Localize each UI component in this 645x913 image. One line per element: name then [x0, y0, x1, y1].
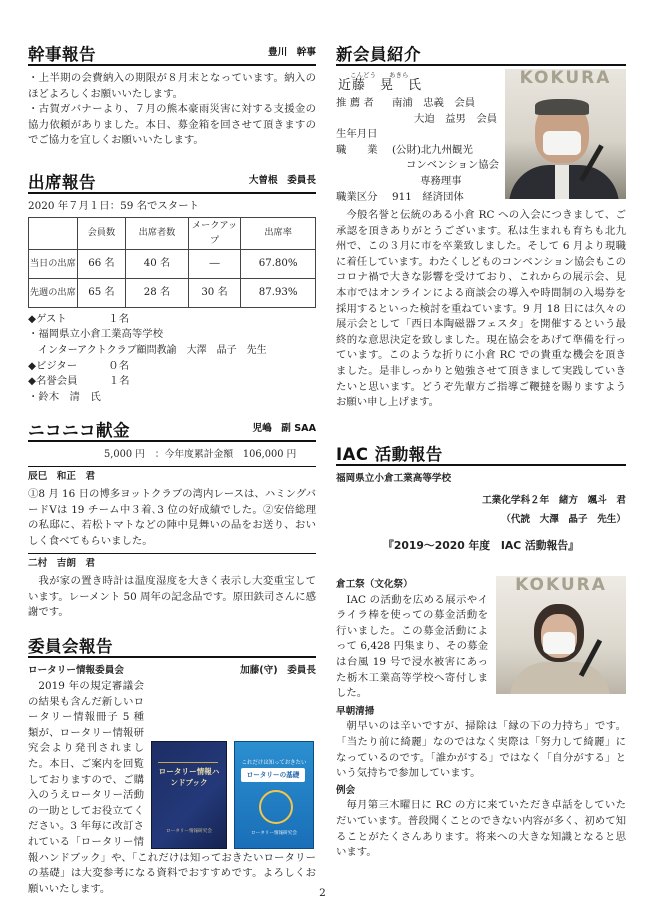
table-row [29, 278, 316, 307]
committee-body [28, 679, 316, 895]
field-label: 職 業 [336, 143, 378, 156]
field-row [336, 174, 506, 190]
book-publisher: ロータリー情報研究会 [251, 831, 297, 837]
section-header [336, 38, 626, 66]
field-label [336, 158, 406, 174]
field-value: 911 経済団体 [392, 190, 464, 203]
cell-members: 65 名 [77, 278, 126, 307]
attendance-table [28, 217, 316, 308]
field-label: 推 薦 者 [336, 97, 374, 109]
book-title: ロータリー情報ハンドブック [158, 767, 220, 787]
committee-text: 2019 年の規定審議会の結果も含んだ新しいロータリー情報冊子 5 種類が、ロータリー情報研究会より発刊されました。本日、ご案内を回覧しておりますので、ご購入のうえロータリー活動の一助としてお役立てください。3 年毎に改訂されている「ロータリー情報ハンドブック」や、「これだけは知っておきたいロータリーの基礎」は大変参考になる資料でおすすめです。よろしくお願いいたします。 [28, 680, 316, 895]
section-title: 出席報告 [28, 173, 96, 193]
book-publisher: ロータリー情報研究会 [166, 829, 212, 835]
iac-proxy: （代読 大澤 晶子 先生） [501, 514, 626, 526]
attendance-line: インターアクトクラブ顧問教諭 大澤 晶子 先生 [28, 344, 267, 356]
attendance-line: ・鈴木 清 氏 [28, 390, 101, 403]
committee-name: ロータリー情報委員会 [28, 665, 124, 676]
cell-present: 28 名 [126, 278, 189, 307]
member-ruby: こんどう あきら [350, 71, 409, 79]
field-label: 職業区分 [336, 190, 378, 203]
field-label [336, 112, 414, 128]
kanji-report-section [28, 38, 316, 149]
divider [28, 553, 316, 554]
activity-head: 例会 [336, 784, 356, 796]
member-name: 近藤 晃 氏 [338, 78, 423, 93]
row-label: 先週の出席 [29, 278, 78, 307]
field-value: 南浦 忠義 会員 [392, 97, 476, 109]
page-number: 2 [319, 887, 326, 899]
table-header-row [29, 217, 316, 249]
section-title: 委員会報告 [28, 637, 113, 657]
field-row [336, 96, 506, 112]
table-corner [29, 217, 78, 249]
cell-members: 66 名 [77, 249, 126, 278]
field-row [336, 143, 506, 159]
committee-section [28, 630, 316, 895]
entry-name: 二村 吉朗 君 [28, 557, 96, 569]
member-fields [336, 96, 506, 205]
member-greeting: 今般名誉と伝統のある小倉 RC への入会につきまして、ご承認を頂きありがとうございます。私は生まれも育ちも北九州で、この３月に市を卒業致しました。そして 6 月より現職に着任しています。わたくしどものコンベンション協会もこのコロナ禍で大きな影響を受けており、これからの展示会、見本市ではオンラインによる商談会の導入や時間制の入場券を採用するといった検討を重ねています。9 月 18 日には久々の展示会として「西日本陶磁器フェスタ」を開催するという最終的な意思決定を致しました。現在協会をあげて準備を行っています。このような折りに小倉 RC での貴重な機会を頂きました。是非しっかりと勉強させて頂きまして実践していきたいと思います。どうぞ先輩方ご指導ご鞭撻を賜りますようお願い申し上げます。 [336, 209, 626, 409]
field-value: コンベンション協会 [406, 159, 500, 172]
field-value: (公財)北九州観光 [392, 143, 473, 156]
attendance-line: ◆ゲスト １名 [28, 312, 130, 325]
date-line: 2020 年７月１日：59 名でスタート [28, 200, 199, 212]
row-label: 当日の出席 [29, 249, 78, 278]
committee-subheader [28, 663, 316, 679]
iac-section [336, 438, 626, 859]
photo-banner-text: KOKURA [515, 576, 607, 595]
field-row [336, 190, 506, 206]
new-member-section [336, 38, 626, 409]
table-row [29, 249, 316, 278]
iac-school: 福岡県立小倉工業高等学校 [336, 473, 452, 484]
field-row [336, 127, 506, 143]
activity-text: 朝早いのは辛いですが、掃除は「縁の下の力持ち」です。「当たり前に綺麗」なのではなく実際は「努力して綺麗」になっているのです。「誰かがする」ではなく「自分がする」という気持ちで参加しています。 [336, 720, 626, 780]
cell-rate: 67.80% [241, 249, 316, 278]
iac-student: 工業化学科２年 緒方 颯斗 君 [482, 494, 626, 506]
column-header: 会員数 [77, 217, 126, 249]
iac-report-title: 『2019～2020 年度 IAC 活動報告』 [383, 538, 579, 552]
book-float-spacer [148, 741, 316, 849]
attendance-line: ・福岡県立小倉工業高等学校 [28, 328, 164, 341]
entry-name: 辰巳 和正 君 [28, 470, 96, 482]
attendance-line: ◆名誉会員 １名 [28, 375, 130, 388]
field-row [336, 158, 506, 174]
activity-head: 早朝清掃 [336, 705, 375, 717]
divider [28, 466, 316, 467]
field-value: 専務理事 [420, 174, 462, 187]
section-author: 豊川 幹事 [268, 47, 316, 59]
book-title: ロータリーの基礎 [241, 768, 305, 782]
niko-section [28, 414, 316, 621]
iac-activities [336, 577, 626, 861]
cell-makeup: 30 名 [188, 278, 241, 307]
photo-banner-text: KOKURA [519, 69, 612, 88]
book-top-text: これだけは知っておきたい [241, 760, 307, 766]
field-label [336, 174, 420, 190]
attendance-section [28, 166, 316, 405]
field-row [336, 112, 506, 128]
cell-rate: 87.93% [241, 278, 316, 307]
section-title: ニコニコ献金 [28, 421, 130, 441]
attendance-line: ◆ビジター ０名 [28, 359, 130, 372]
column-header: メークアップ [188, 217, 241, 249]
field-value: 大迫 益男 会員 [414, 112, 498, 125]
column-header: 出席者数 [126, 217, 189, 249]
activity-text: 毎月第三木曜日に RC の方に来ていただき卓話をしていただいています。普段聞くことのできない内容が多く、初めて知ることがたくさんあります。将来への大きな知識となると思います。 [336, 799, 626, 859]
section-title: 幹事報告 [28, 45, 96, 65]
section-header [28, 414, 316, 442]
section-title: IAC 活動報告 [336, 445, 443, 465]
person-hair [535, 99, 589, 115]
activity-text: IAC の活動を広める展示やイライラ棒を使っての募金活動を行いました。この募金活動によって 6,428 円集まり、その募金は台風 19 号で浸水被害にあった栃木工業高等学校へ寄付しました。 [336, 593, 488, 700]
field-label: 生年月日 [336, 128, 378, 141]
activity-head: 倉工祭（文化祭） [336, 579, 413, 590]
section-header [28, 38, 316, 66]
cell-present: 40 名 [126, 249, 189, 278]
member-photo [505, 69, 626, 199]
face-mask [543, 131, 581, 155]
column-header: 出席率 [241, 217, 316, 249]
amount-line: 5,000 円 ：今年度累計金額 106,000 円 [104, 449, 297, 460]
section-header [28, 166, 316, 194]
paragraph: ・上半期の会費納入の期限が８月末となっています。納入のほどよろしくお願いいたします。 [28, 72, 316, 100]
section-header [28, 630, 316, 658]
cell-makeup: ― [188, 249, 241, 278]
section-author: 大曽根 委員長 [248, 175, 316, 187]
section-title: 新会員紹介 [336, 45, 421, 65]
entry-text: 我が家の置き時計は温度湿度を大きく表示し大変重宝しています。レーメント 50 周年の記念品です。原田鉄司さんに感謝です。 [28, 575, 316, 619]
person-shirt [555, 165, 569, 199]
section-author: 児嶋 副 SAA [252, 423, 316, 435]
entry-text: ①8 月 16 日の博多ヨットクラブの湾内レースは、ハミングバードⅤは 19 チーム中３着､3 位の好成績でした。②安倍総理の私邸に、若松トマトなどの陣中見舞いの品をお送り、おいしく食べてもらいました。 [28, 488, 316, 547]
section-author: 加藤(守) 委員長 [240, 665, 316, 676]
section-header [336, 438, 626, 466]
paragraph: ・古賀ガバナーより、７月の熊本豪雨災害に対する支援金の協力依頼がありました。本日、募金箱を回させて頂きますのでご協力を宜しくお願いいたします。 [28, 103, 316, 147]
